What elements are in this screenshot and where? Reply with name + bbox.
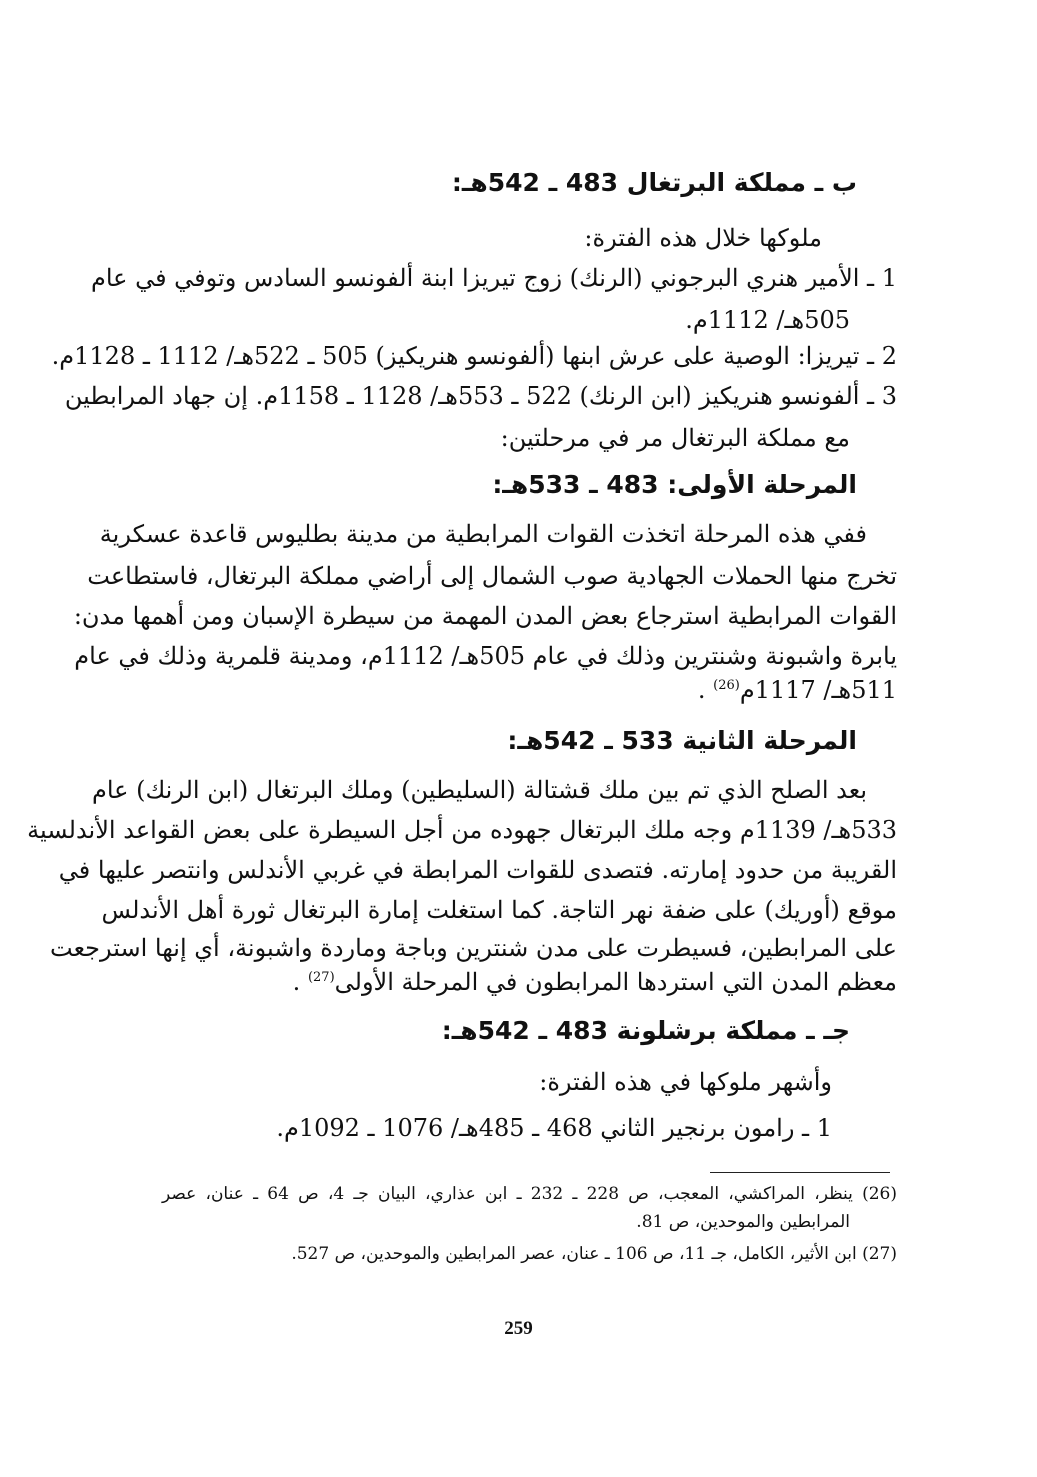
phase1-last-line-end: . — [697, 676, 706, 704]
phase1-last-line-text: 511هـ/ 1117م — [739, 676, 897, 704]
phase1-last-line — [698, 676, 897, 704]
page-number: 259 — [504, 1318, 533, 1339]
phase2-line: بعد الصلح الذي تم بين ملك قشتالة (السليطين) وملك البرتغال (ابن الرنك) عام — [91, 776, 867, 804]
phase1-line: يابرة واشبونة وشنترين وذلك في عام 505هـ/ 1112م، ومدينة قلمرية وذلك في عام — [74, 642, 897, 670]
phase1-line: ففي هذه المرحلة اتخذت القوات المرابطية من مدينة بطليوس قاعدة عسكرية — [99, 520, 867, 548]
king3-line2: مع مملكة البرتغال مر في مرحلتين: — [500, 424, 850, 452]
phase2-line: موقع (أوريك) على ضفة نهر التاجة. كما استغلت إمارة البرتغال ثورة أهل الأندلس — [101, 896, 897, 924]
king1-line1: 1 ـ الأمير هنري البرجوني (الرنك) زوج تيريزا ابنة ألفونسو السادس وتوفي في عام — [90, 264, 897, 292]
phase2-line: على المرابطين، فسيطرت على مدن شنترين وباجة وماردة واشبونة، أي إنها استرجعت — [50, 934, 897, 962]
phase1-line: تخرج منها الحملات الجهادية صوب الشمال إلى أراضي مملكة البرتغال، فاستطاعت — [87, 562, 897, 590]
footnote-26-line2: المرابطين والموحدين، ص 81. — [636, 1212, 850, 1232]
footnote-separator — [710, 1172, 890, 1173]
phase2-last-line-text: معظم المدن التي استردها المرابطون في المرحلة الأولى — [334, 968, 897, 996]
phase2-last-line-end: . — [292, 968, 301, 996]
section-c-heading: جـ ـ مملكة برشلونة 483 ـ 542هـ: — [441, 1016, 850, 1045]
king1-line2: 505هـ/ 1112م. — [685, 306, 850, 334]
phase1-heading: المرحلة الأولى: 483 ـ 533هـ: — [492, 470, 857, 499]
footnote-26-line1: (26) ينظر، المراكشي، المعجب، ص 228 ـ 232 ـ ابن عذاري، البيان جـ 4، ص 64 ـ عنان، عصر — [162, 1184, 897, 1204]
phase2-last-line — [293, 968, 897, 996]
footnote-27: (27) ابن الأثير، الكامل، جـ 11، ص 106 ـ عنان، عصر المرابطين والموحدين، ص 527. — [291, 1244, 897, 1264]
phase2-line: القريبة من حدود إمارته. فتصدى للقوات المرابطة في غربي الأندلس وانتصر عليها في — [58, 856, 897, 884]
section-c-kings-intro: وأشهر ملوكها في هذه الفترة: — [539, 1068, 832, 1096]
section-c-king1: 1 ـ رامون برنجير الثاني 468 ـ 485هـ/ 1076 ـ 1092م. — [276, 1114, 832, 1142]
footnote-ref-27: (27) — [307, 970, 335, 985]
section-b-kings-intro: ملوكها خلال هذه الفترة: — [584, 224, 822, 252]
phase2-line: 533هـ/ 1139م وجه ملك البرتغال جهوده من أجل السيطرة على بعض القواعد الأندلسية — [27, 816, 897, 844]
phase1-line: القوات المرابطية استرجاع بعض المدن المهمة من سيطرة الإسبان ومن أهمها مدن: — [73, 602, 897, 630]
king3-line1: 3 ـ ألفونسو هنريكيز (ابن الرنك) 522 ـ 553هـ/ 1128 ـ 1158م. إن جهاد المرابطين — [64, 382, 897, 410]
phase2-heading: المرحلة الثانية 533 ـ 542هـ: — [507, 726, 857, 755]
section-b-heading: ب ـ مملكة البرتغال 483 ـ 542هـ: — [451, 168, 857, 197]
king2: 2 ـ تيريزا: الوصية على عرش ابنها (ألفونسو هنريكيز) 505 ـ 522هـ/ 1112 ـ 1128م. — [51, 342, 897, 370]
footnote-ref-26: (26) — [713, 678, 740, 693]
